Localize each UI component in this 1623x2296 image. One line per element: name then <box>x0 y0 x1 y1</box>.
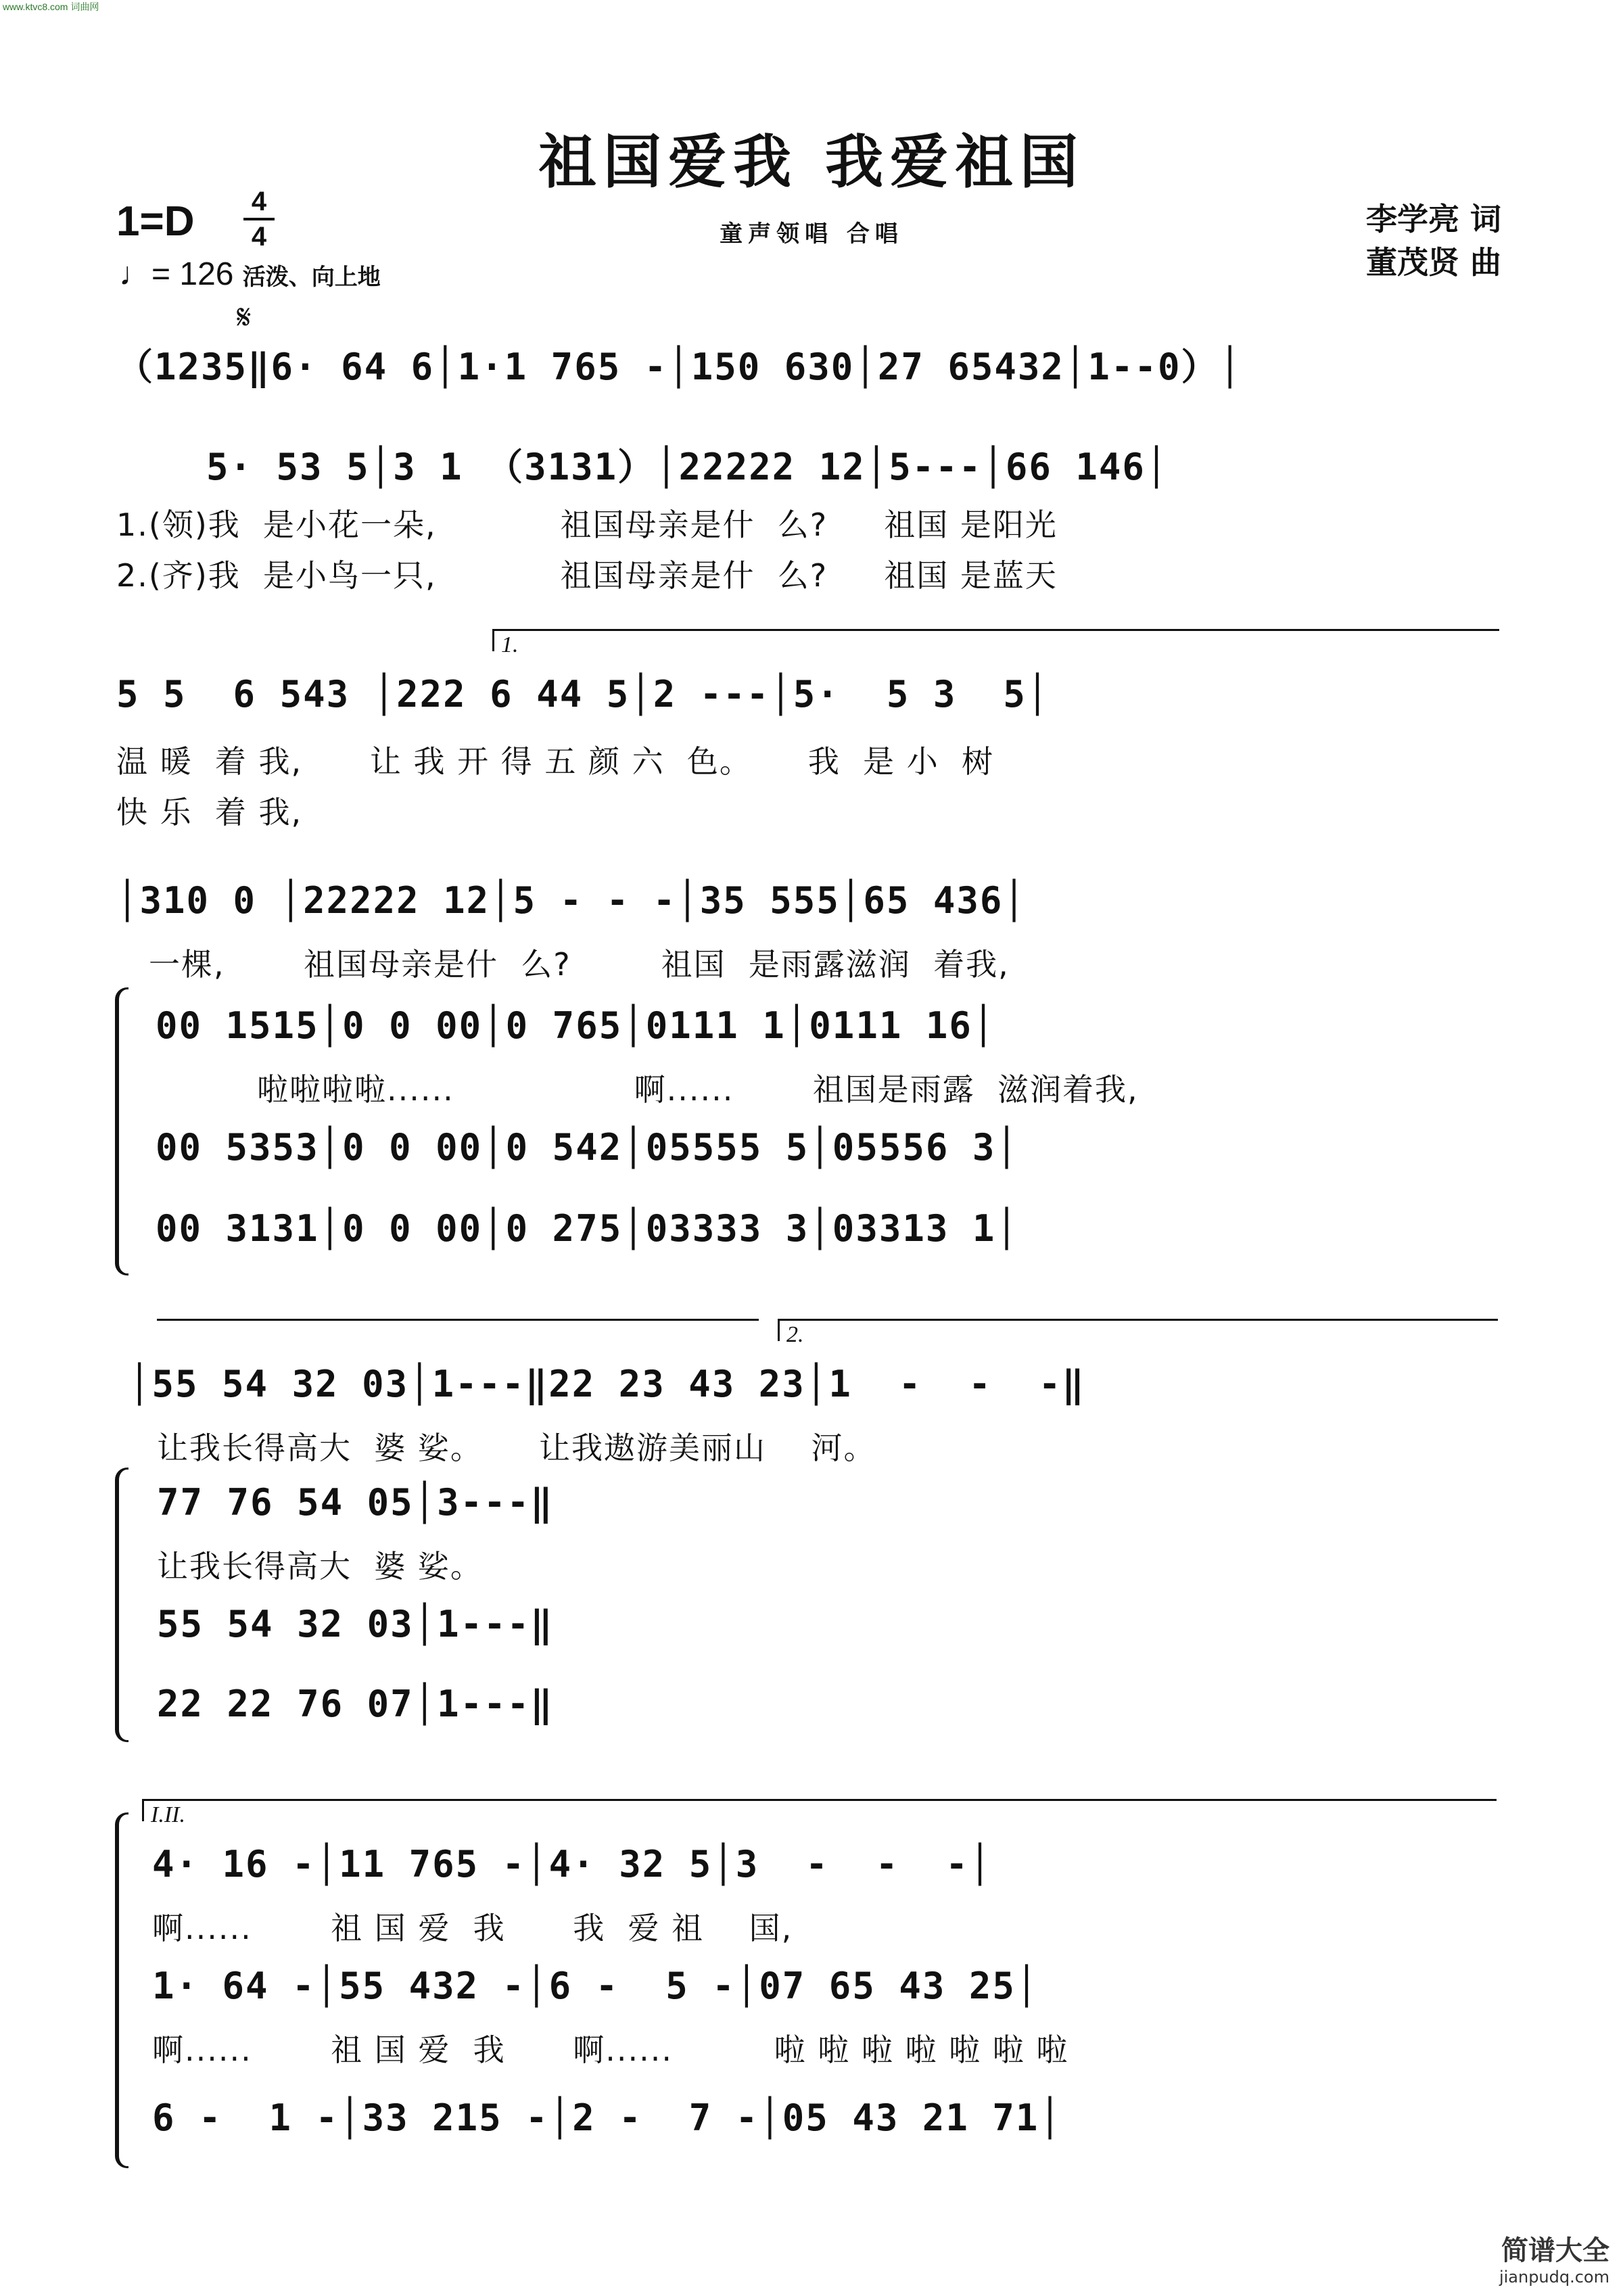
score-row-4: │310 0 │22222 12│5 - - -│35 555│65 436│ <box>116 879 1027 922</box>
lyric-row-3-verse-2: 快 乐 着 我, <box>116 794 303 830</box>
key-signature: 1=D <box>116 198 195 245</box>
score-row-7: 00 3131│0 0 00│0 275│03333 3│03313 1│ <box>156 1207 1019 1250</box>
volta-first-ending: 1. <box>492 629 1499 651</box>
lyric-row-5: 啦啦啦啦...... 啊...... 祖国是雨露 滋润着我, <box>257 1071 1139 1108</box>
score-row-11: 22 22 76 07│1---‖ <box>157 1683 554 1725</box>
score-row-12: 4· 16 -│11 765 -│4· 32 5│3 - - -│ <box>152 1843 993 1885</box>
score-row-14: 6 - 1 -│33 215 -│2 - 7 -│05 43 21 71│ <box>152 2096 1062 2139</box>
score-row-8: │55 54 32 03│1---‖22 23 43 23│1 - - -‖ <box>128 1363 1085 1405</box>
time-top: 4 <box>251 187 267 216</box>
time-bottom: 4 <box>251 222 267 252</box>
tempo-marking <box>119 256 381 293</box>
score-row-13: 1· 64 -│55 432 -│6 - 5 -│07 65 43 25│ <box>152 1965 1039 2007</box>
score-row-9: 77 76 54 05│3---‖ <box>157 1481 554 1524</box>
score-row-10: 55 54 32 03│1---‖ <box>157 1603 554 1645</box>
score-row-6: 00 5353│0 0 00│0 542│05555 5│05556 3│ <box>156 1126 1019 1169</box>
lyric-row-2-verse-1: 1.(领)我 是小花一朵, 祖国母亲是什 么? 祖国 是阳光 <box>116 507 1058 543</box>
lyric-row-12: 啊...... 祖 国 爱 我 我 爱 祖 国, <box>152 1910 793 1946</box>
chorus-bracket-1 <box>115 987 128 1275</box>
lyric-row-3-verse-1: 温 暖 着 我, 让 我 开 得 五 颜 六 色。 我 是 小 树 <box>116 743 995 780</box>
score-row-3: 5 5 6 543 │222 6 44 5│2 ---│5· 5 3 5│ <box>116 673 1050 716</box>
song-title: 祖国爱我 我爱祖国 <box>538 128 1085 196</box>
lyric-row-13: 啊...... 祖 国 爱 我 啊...... 啦 啦 啦 啦 啦 啦 啦 <box>152 2032 1069 2068</box>
lyric-row-4: 一棵, 祖国母亲是什 么? 祖国 是雨露滋润 着我, <box>149 946 1010 983</box>
score-row-1: （1235‖6· 64 6│1·1 765 -│150 630│27 65432│1--0）│ <box>116 346 1242 388</box>
volta-final-ending: I.II. <box>142 1799 1497 1821</box>
site-watermark: www.ktvc8.com 词曲网 <box>3 1 99 12</box>
logo-name: 简谱大全 <box>1501 2235 1609 2266</box>
volta-second-ending: 2. <box>778 1319 1498 1341</box>
lyricist-credit: 李学亮 词 <box>1365 201 1501 237</box>
performance-style: 童声领唱 合唱 <box>720 220 903 248</box>
chorus-bracket-2 <box>115 1468 128 1742</box>
lyric-row-2-verse-2: 2.(齐)我 是小鸟一只, 祖国母亲是什 么? 祖国 是蓝天 <box>116 557 1058 594</box>
tempo-mood: 活泼、向上地 <box>242 264 381 290</box>
score-row-2: 5· 53 5│3 1 （3131）│22222 12│5---│66 146│ <box>206 446 1169 488</box>
score-row-5: 00 1515│0 0 00│0 765│0111 1│0111 16│ <box>156 1004 996 1047</box>
site-logo <box>1499 2229 1609 2287</box>
volta-line-a <box>157 1319 759 1341</box>
tempo-value: ♩= 126 <box>119 256 234 292</box>
composer-credit: 董茂贤 曲 <box>1365 244 1501 281</box>
chorus-bracket-3 <box>115 1812 128 2168</box>
lyric-row-8: 让我长得高大 婆 娑。 让我遨游美丽山 河。 <box>157 1430 876 1466</box>
segno-sign: 𝄋 <box>237 298 252 337</box>
logo-url: jianpudq.com <box>1499 2268 1609 2287</box>
lyric-row-9: 让我长得高大 婆 娑。 <box>157 1548 483 1585</box>
